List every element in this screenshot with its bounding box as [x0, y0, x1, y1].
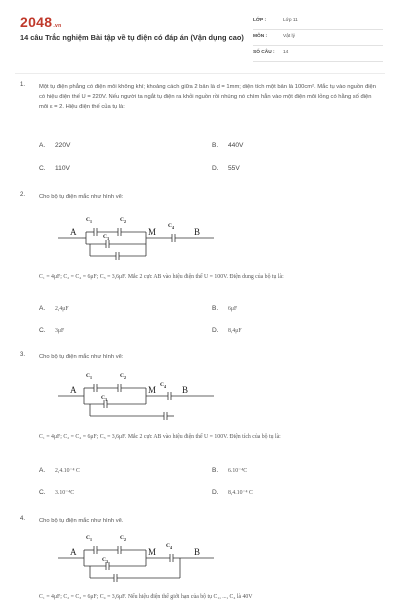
option-letter: D.: [212, 489, 219, 496]
question-2: [20, 192, 380, 342]
option-text: 440V: [228, 142, 244, 149]
option-letter: B.: [212, 305, 219, 312]
circuit-diagram: [54, 530, 224, 588]
option-text: 55V: [228, 165, 240, 172]
meta-label: LỚP :: [253, 18, 267, 23]
page-header: [0, 0, 400, 74]
question-text: Một tụ điện phẳng có điện môi không khí; khoảng cách giữa 2 bản là d = 1mm; diện tích một bản là 100cm². Mắc tụ vào nguồn điện có hiệu điện thế U = 220V. Nếu người ta ngắt tụ điện ra khỏi nguồn rồi nhúng nó chìm hẳn vào một điện môi lỏng có hằng số điện môi ε = 2. Hiệu điện thế của tụ là:: [39, 84, 376, 110]
option-text: 8,4.10⁻⁴ C: [228, 490, 253, 496]
question-number: 4.: [20, 516, 26, 522]
c1-label: C: [86, 217, 90, 223]
question-number: 2.: [20, 192, 26, 198]
node-b-label: B: [182, 385, 189, 395]
c4-subscript: 4: [170, 545, 172, 550]
circuit-diagram: [54, 368, 224, 428]
c1-label: C: [86, 535, 90, 541]
option-letter: D.: [212, 327, 219, 334]
meta-value: 14: [283, 50, 289, 55]
c2-subscript: 2: [124, 219, 126, 224]
node-b-label: B: [194, 547, 201, 557]
question-intro: Cho bộ tụ điện mắc như hình vẽ:: [39, 354, 124, 360]
c2-subscript: 2: [124, 375, 126, 380]
c4-subscript: 4: [164, 384, 166, 389]
meta-value: Vật lý: [283, 34, 295, 39]
meta-label: MÔN :: [253, 34, 268, 39]
option-text: 3μF: [55, 328, 65, 334]
c4-subscript: 4: [172, 225, 174, 230]
circuit-svg: [54, 368, 224, 428]
node-b-label: B: [194, 227, 201, 237]
option-letter: C.: [39, 489, 46, 496]
c3-subscript: 3: [105, 397, 107, 402]
question-number: 3.: [20, 352, 26, 358]
option-c[interactable]: [39, 327, 64, 334]
node-a-label: A: [70, 227, 77, 237]
circuit-svg: [54, 210, 224, 268]
c2-label: C: [120, 535, 124, 541]
c4-label: C: [166, 543, 170, 549]
circuit-svg: [54, 530, 224, 588]
logo-suffix: .vn: [53, 23, 62, 29]
option-text: 8,4μF: [228, 328, 242, 334]
question-intro: Cho bộ tụ điện mắc như hình vẽ.: [39, 518, 124, 524]
c4-label: C: [160, 382, 164, 388]
c3-subscript: 3: [106, 559, 108, 564]
option-a[interactable]: [39, 305, 69, 312]
option-letter: C.: [39, 165, 46, 172]
question-1: [20, 82, 380, 202]
site-logo[interactable]: [20, 14, 61, 30]
option-letter: D.: [212, 165, 219, 172]
option-text: 2,4μF: [55, 306, 69, 312]
c3-label: C: [103, 234, 107, 240]
logo-text: 2048: [20, 14, 53, 30]
header-divider: [15, 73, 385, 74]
option-b[interactable]: [212, 142, 243, 149]
option-a[interactable]: [39, 142, 70, 149]
option-b[interactable]: [212, 467, 247, 474]
option-d[interactable]: [212, 165, 240, 172]
c1-subscript: 1: [90, 537, 92, 542]
meta-info: [253, 16, 383, 64]
c2-label: C: [120, 217, 124, 223]
document-title: 14 câu Trắc nghiệm Bài tập về tụ điện có đáp án (Vận dụng cao): [20, 33, 244, 42]
c3-subscript: 3: [107, 236, 109, 241]
option-text: 6.10⁻⁴C: [228, 468, 248, 474]
meta-value: Lớp 11: [283, 18, 298, 23]
question-text: C₁ = 4μF; C₂ = C₃ = 6μF; C₄ = 3,6μF. Nếu hiệu điện thế giới hạn của bộ tụ C₁, ..., C₄ là 40V: [39, 594, 253, 600]
option-text: 3.10⁻⁴C: [55, 490, 75, 496]
option-text: 2,4.10⁻⁴ C: [55, 468, 80, 474]
c4-label: C: [168, 223, 172, 229]
c2-label: C: [120, 373, 124, 379]
c1-subscript: 1: [90, 375, 92, 380]
question-4: [20, 516, 380, 600]
option-letter: B.: [212, 142, 219, 149]
c1-label: C: [86, 373, 90, 379]
question-text: C₁ = 4μF; C₂ = C₄ = 6μF; C₃ = 3,6μF. Mắc 2 cực AB vào hiệu điện thế U = 100V. Điện dung của bộ tụ là:: [39, 274, 284, 280]
option-letter: A.: [39, 142, 46, 149]
option-d[interactable]: [212, 327, 242, 334]
node-a-label: A: [70, 547, 77, 557]
meta-row-class: [253, 16, 383, 30]
meta-row-count: [253, 48, 383, 62]
option-c[interactable]: [39, 489, 74, 496]
question-3: [20, 352, 380, 502]
meta-row-subject: [253, 32, 383, 46]
option-letter: C.: [39, 327, 46, 334]
question-intro: Cho bộ tụ điện mắc như hình vẽ:: [39, 194, 124, 200]
option-text: 220V: [55, 142, 71, 149]
node-m-label: M: [148, 385, 157, 395]
c3-label: C: [102, 557, 106, 563]
c2-subscript: 2: [124, 537, 126, 542]
option-c[interactable]: [39, 165, 70, 172]
question-text: C₁ = 4μF; C₂ = C₄ = 6μF; C₃ = 3,6μF. Mắc 2 cực AB vào hiệu điện thế U = 100V. Điện tích của bộ tụ là:: [39, 434, 281, 440]
meta-label: SỐ CÂU :: [253, 50, 275, 55]
option-d[interactable]: [212, 489, 253, 496]
option-text: 110V: [55, 165, 70, 172]
circuit-diagram: [54, 210, 224, 268]
c3-label: C: [101, 395, 105, 401]
option-letter: A.: [39, 467, 46, 474]
option-letter: B.: [212, 467, 219, 474]
node-m-label: M: [148, 227, 157, 237]
node-a-label: A: [70, 385, 77, 395]
option-b[interactable]: [212, 305, 237, 312]
option-letter: A.: [39, 305, 46, 312]
question-number: 1.: [20, 82, 26, 88]
option-a[interactable]: [39, 467, 80, 474]
option-text: 6μF: [228, 306, 238, 312]
c1-subscript: 1: [90, 219, 92, 224]
node-m-label: M: [148, 547, 157, 557]
